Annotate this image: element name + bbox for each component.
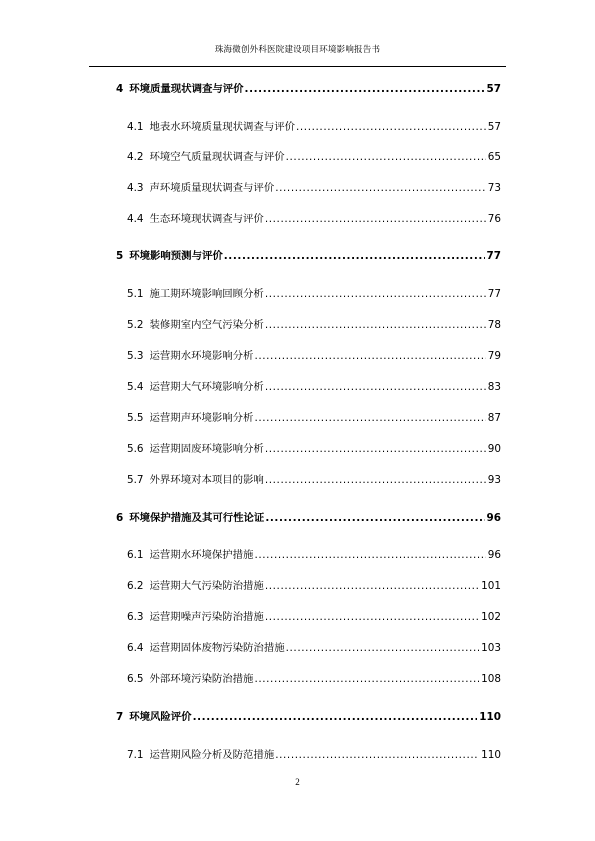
toc-chapter-entry[interactable] [116, 710, 501, 724]
toc-entry-page: 96 [486, 512, 501, 524]
toc-section-entry[interactable] [127, 181, 501, 195]
header-rule [89, 66, 506, 67]
toc-entry-title: 环境风险评价 [129, 711, 192, 723]
dot-leader [245, 82, 485, 96]
toc-section-entry[interactable] [127, 380, 501, 394]
dot-leader [265, 511, 484, 525]
dot-leader [275, 748, 479, 762]
toc-entry-number: 4.2 [127, 151, 144, 163]
toc-entry-page: 79 [487, 350, 501, 362]
toc-entry-title: 运营期水环境保护措施 [149, 549, 254, 561]
toc-entry-title: 运营期噪声污染防治措施 [149, 611, 264, 623]
toc-entry-page: 78 [487, 319, 501, 331]
dot-leader [254, 411, 485, 425]
dot-leader [286, 150, 486, 164]
toc-entry-page: 108 [481, 673, 501, 685]
toc-section-entry[interactable] [127, 473, 501, 487]
dot-leader [265, 442, 486, 456]
dot-leader [265, 212, 486, 226]
toc-chapter-entry[interactable] [116, 82, 501, 96]
toc-entry-title: 环境影响预测与评价 [129, 250, 223, 262]
toc-entry-page: 57 [486, 83, 501, 95]
toc-entry-page: 96 [487, 549, 501, 561]
toc-entry-page: 77 [487, 288, 501, 300]
toc-entry-number: 4.1 [127, 121, 144, 133]
toc-entry-title: 外部环境污染防治措施 [149, 673, 254, 685]
toc-entry-title: 生态环境现状调查与评价 [149, 213, 264, 225]
dot-leader [193, 710, 478, 724]
toc-section-entry[interactable] [127, 349, 501, 363]
toc-entry-number: 5.3 [127, 350, 144, 362]
toc-entry-page: 73 [487, 182, 501, 194]
toc-entry-title: 运营期大气污染防治措施 [149, 580, 264, 592]
toc-entry-title: 运营期风险分析及防范措施 [149, 749, 275, 761]
toc-entry-page: 102 [481, 611, 501, 623]
toc-entry-number: 6.4 [127, 642, 144, 654]
toc-entry-page: 110 [479, 711, 501, 723]
toc-section-entry[interactable] [127, 150, 501, 164]
toc-section-entry[interactable] [127, 748, 501, 762]
dot-leader [254, 672, 479, 686]
toc-entry-number: 5 [116, 250, 124, 262]
toc-entry-title: 运营期水环境影响分析 [149, 350, 254, 362]
toc-entry-number: 4 [116, 83, 124, 95]
toc-entry-page: 101 [481, 580, 501, 592]
toc-entry-title: 运营期固废环境影响分析 [149, 443, 264, 455]
toc-entry-title: 环境空气质量现状调查与评价 [149, 151, 285, 163]
dot-leader [265, 318, 486, 332]
toc-chapter-entry[interactable] [116, 511, 501, 525]
toc-entry-page: 103 [481, 642, 501, 654]
toc-entry-title: 环境质量现状调查与评价 [129, 83, 244, 95]
dot-leader [265, 473, 486, 487]
toc-entry-title: 运营期声环境影响分析 [149, 412, 254, 424]
toc-entry-number: 5.6 [127, 443, 144, 455]
toc-section-entry[interactable] [127, 641, 501, 655]
toc-section-entry[interactable] [127, 287, 501, 301]
toc-section-entry[interactable] [127, 442, 501, 456]
toc-entry-number: 5.7 [127, 474, 144, 486]
toc-entry-number: 4.4 [127, 213, 144, 225]
toc-section-entry[interactable] [127, 318, 501, 332]
toc-section-entry[interactable] [127, 411, 501, 425]
toc-entry-page: 57 [487, 121, 501, 133]
toc-entry-number: 5.4 [127, 381, 144, 393]
dot-leader [224, 249, 485, 263]
toc-entry-page: 93 [487, 474, 501, 486]
toc-entry-number: 5.1 [127, 288, 144, 300]
toc-entry-title: 运营期大气环境影响分析 [149, 381, 264, 393]
toc-section-entry[interactable] [127, 120, 501, 134]
toc-entry-title: 装修期室内空气污染分析 [149, 319, 264, 331]
dot-leader [275, 181, 486, 195]
toc-entry-title: 外界环境对本项目的影响 [149, 474, 264, 486]
dot-leader [286, 641, 480, 655]
toc-entry-page: 83 [487, 381, 501, 393]
dot-leader [254, 548, 485, 562]
toc-entry-number: 6.3 [127, 611, 144, 623]
dot-leader [265, 610, 479, 624]
toc-section-entry[interactable] [127, 672, 501, 686]
toc-chapter-entry[interactable] [116, 249, 501, 263]
toc-entry-number: 4.3 [127, 182, 144, 194]
dot-leader [254, 349, 485, 363]
dot-leader [265, 287, 486, 301]
toc-entry-page: 77 [486, 250, 501, 262]
toc-entry-page: 65 [487, 151, 501, 163]
toc-entry-number: 6.2 [127, 580, 144, 592]
dot-leader [296, 120, 486, 134]
toc-entry-number: 7.1 [127, 749, 144, 761]
toc-entry-page: 76 [487, 213, 501, 225]
toc-entry-title: 地表水环境质量现状调查与评价 [149, 121, 295, 133]
toc-entry-number: 6.1 [127, 549, 144, 561]
toc-entry-number: 5.2 [127, 319, 144, 331]
running-header: 珠海微创外科医院建设项目环境影响报告书 [214, 45, 381, 55]
toc-entry-title: 运营期固体废物污染防治措施 [149, 642, 285, 654]
toc-entry-title: 声环境质量现状调查与评价 [149, 182, 275, 194]
toc-entry-page: 90 [487, 443, 501, 455]
toc-entry-number: 6 [116, 512, 124, 524]
toc-entry-number: 5.5 [127, 412, 144, 424]
toc-section-entry[interactable] [127, 212, 501, 226]
toc-entry-number: 6.5 [127, 673, 144, 685]
toc-entry-title: 施工期环境影响回顾分析 [149, 288, 264, 300]
toc-section-entry[interactable] [127, 610, 501, 624]
toc-entry-title: 环境保护措施及其可行性论证 [129, 512, 265, 524]
toc-section-entry[interactable] [127, 579, 501, 593]
toc-entry-number: 7 [116, 711, 124, 723]
toc-section-entry[interactable] [127, 548, 501, 562]
dot-leader [265, 579, 479, 593]
dot-leader [265, 380, 486, 394]
toc-entry-page: 110 [481, 749, 501, 761]
toc-entry-page: 87 [487, 412, 501, 424]
page-number: 2 [295, 777, 300, 787]
